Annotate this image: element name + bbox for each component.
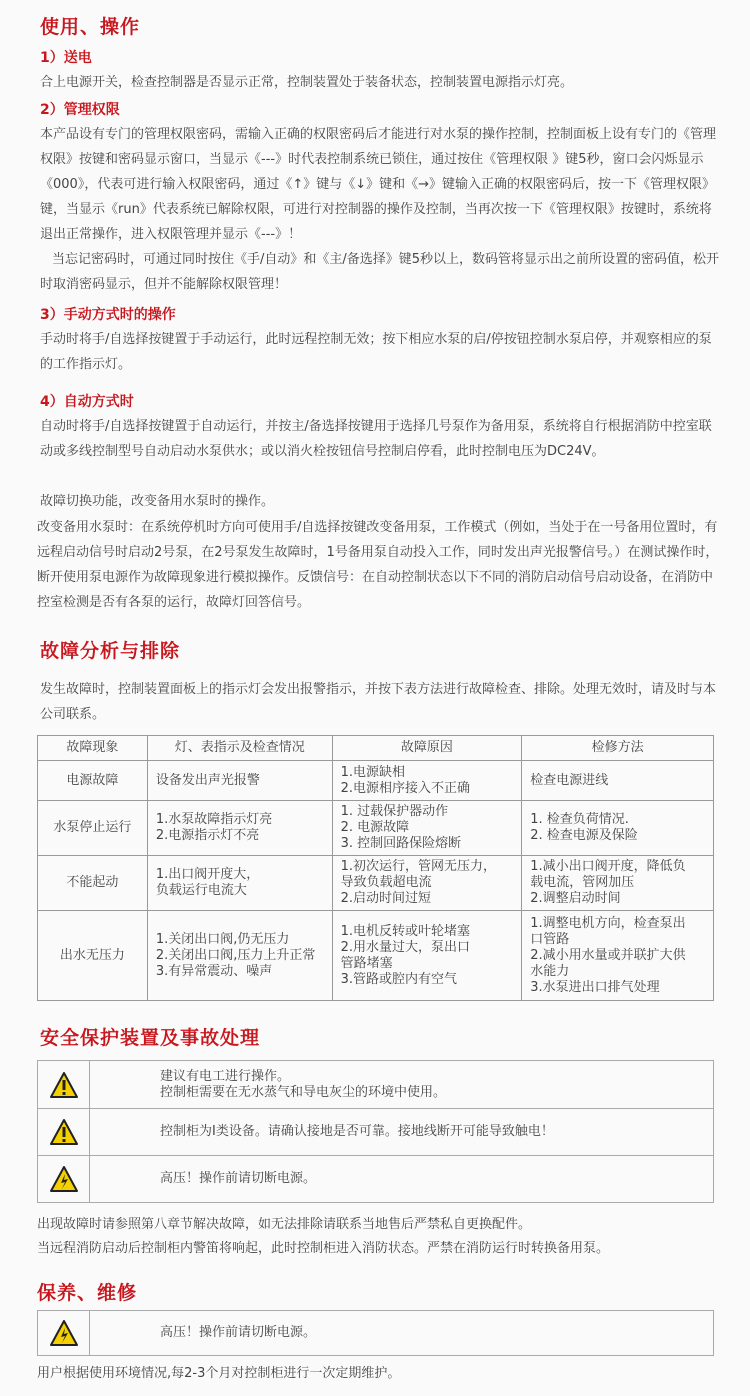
cause-cell xyxy=(332,801,522,856)
warning-icon xyxy=(38,1061,90,1109)
warning-line: 建议有电工进行操作。 xyxy=(160,1068,291,1084)
warning-line: 控制柜需要在无水蒸气和导电灰尘的环境中使用。 xyxy=(160,1084,447,1100)
table-row xyxy=(38,911,714,1001)
cell-line: 1. 检查负荷情况. xyxy=(530,812,629,827)
cell-line: 2.电源指示灯不亮 xyxy=(155,828,260,843)
cell-line: 1.电源缺相 xyxy=(340,764,405,780)
table-row xyxy=(38,761,714,801)
warning-text: 高压！操作前请切断电源。 xyxy=(90,1311,714,1356)
cell-line: 2.电源相序接入不正确 xyxy=(340,780,470,796)
cell-line: 2.用水量过大，泵出口 xyxy=(340,939,470,955)
symptom-cell: 电源故障 xyxy=(38,761,148,801)
fault-table xyxy=(37,735,714,1001)
paragraph-auto: 自动时将手/自选择按键置于自动运行，并按主/备选择按键用于选择几号泵作为备用泵，系统将自行根据消防中控室联动或多线控制型号自动启动水泵供水；或以消火栓按钮信号控制启停看，此时控制电压为DC24V。 xyxy=(40,419,712,459)
fix-cell xyxy=(522,801,714,856)
indication-cell xyxy=(147,911,332,1001)
warning-text xyxy=(90,1109,714,1156)
subheading-permission: 2）管理权限 xyxy=(40,102,120,118)
high-voltage-icon xyxy=(38,1156,90,1203)
cell-line: 1.电机反转或叶轮堵塞 xyxy=(340,923,470,939)
cell-line: 1.水泵故障指示灯亮 xyxy=(155,812,273,827)
subheading-manual: 3）手动方式时的操作 xyxy=(40,307,176,323)
warning-text xyxy=(90,1156,714,1203)
warning-row xyxy=(38,1311,714,1356)
section-title-usage: 使用、操作 xyxy=(40,16,141,38)
maintenance-note: 用户根据使用环境情况,每2-3个月对控制柜进行一次定期维护。 xyxy=(37,1366,401,1381)
paragraph-power: 合上电源开关，检查控制器是否显示正常，控制装置处于装备状态，控制装置电源指示灯亮。 xyxy=(40,75,574,90)
cell-line: 1.减小出口阀开度，降低负 xyxy=(530,859,686,874)
paragraph-manual: 手动时将手/自选择按键置于手动运行，此时远程控制无效；按下相应水泵的启/停按钮控制水泵启停，并观察相应的泵的工作指示灯。 xyxy=(40,332,712,372)
cell-line: 1.初次运行，管网无压力， xyxy=(340,859,496,874)
cell-line: 水能力 xyxy=(530,963,570,979)
warning-row xyxy=(38,1109,714,1156)
fix-cell xyxy=(522,856,714,911)
cause-cell xyxy=(332,761,522,801)
cell-line: 3.有异常震动、噪声 xyxy=(155,963,273,979)
cell-line: 3.管路或腔内有空气 xyxy=(340,971,457,987)
warning-line: 高压！操作前请切断电源。 xyxy=(160,1171,317,1186)
paragraph-forgot-password: 当忘记密码时，可通过同时按住《手/自动》和《主/备选择》键5秒以上，数码管将显示出之前所设置的密码值，松开时取消密码显示，但并不能解除权限管理！ xyxy=(40,252,720,292)
symptom-cell: 水泵停止运行 xyxy=(38,801,148,856)
fix-cell xyxy=(522,911,714,1001)
warning-row xyxy=(38,1061,714,1109)
section-title-troubleshooting: 故障分析与排除 xyxy=(40,640,181,662)
warning-row xyxy=(38,1156,714,1203)
cause-cell xyxy=(332,911,522,1001)
table-row xyxy=(38,856,714,911)
header-cell: 故障现象 xyxy=(38,736,148,761)
cell-line: 1.调整电机方向，检查泵出 xyxy=(530,915,686,931)
cell-line: 设备发出声光报警 xyxy=(155,772,260,788)
safety-note-2: 当远程消防启动后控制柜内警笛将响起，此时控制柜进入消防状态。严禁在消防运行时转换备用泵。 xyxy=(37,1241,610,1256)
table-header-row xyxy=(38,736,714,761)
subheading-power: 1）送电 xyxy=(40,50,92,66)
cell-line: 2.调整启动时间 xyxy=(530,891,621,906)
cell-line: 口管路 xyxy=(530,931,570,947)
cell-line: 3.水泵进出口排气处理 xyxy=(530,979,660,995)
cell-line: 检查电源进线 xyxy=(530,772,609,788)
paragraph-troubleshooting-intro: 发生故障时，控制装置面板上的指示灯会发出报警指示，并按下表方法进行故障检查、排除。处理无效时，请及时与本公司联系。 xyxy=(40,682,717,722)
header-cell: 故障原因 xyxy=(332,736,522,761)
maintenance-warning-table xyxy=(37,1310,714,1356)
symptom-cell: 出水无压力 xyxy=(38,911,148,1001)
warning-line: 控制柜为I类设备。请确认接地是否可靠。接地线断开可能导致触电！ xyxy=(160,1124,554,1139)
section-title-safety: 安全保护装置及事故处理 xyxy=(40,1027,261,1049)
header-cell: 检修方法 xyxy=(522,736,714,761)
cell-line: 2. 检查电源及保险 xyxy=(530,828,638,843)
cause-cell xyxy=(332,856,522,911)
high-voltage-icon xyxy=(38,1311,90,1356)
cell-line: 2.启动时间过短 xyxy=(340,891,431,906)
table-row xyxy=(38,801,714,856)
indication-cell xyxy=(147,761,332,801)
cell-line: 2. 电源故障 xyxy=(340,820,410,835)
fix-cell xyxy=(522,761,714,801)
safety-warning-table xyxy=(37,1060,714,1203)
symptom-cell: 不能起动 xyxy=(38,856,148,911)
header-cell: 灯、表指示及检查情况 xyxy=(147,736,332,761)
warning-text xyxy=(90,1061,714,1109)
warning-icon xyxy=(38,1109,90,1156)
cell-line: 载电流，管网加压 xyxy=(530,875,635,890)
indication-cell xyxy=(147,801,332,856)
cell-line: 2.减小用水量或并联扩大供 xyxy=(530,947,686,963)
cell-line: 1.出口阀开度大， xyxy=(155,867,260,882)
paragraph-permission: 本产品设有专门的管理权限密码，需输入正确的权限密码后才能进行对水泵的操作控制，控制面板上设有专门的《管理权限》按键和密码显示窗口，当显示《---》时代表控制系统已锁住，通过按住《管理权限 》键5秒，窗口会闪烁显示《000》，代表可进行输入权限密码，通过《↑》键与《↓》键和《→》键输入正确的权限密码后，按一下《管理权限》键，当显示《run》代表系统已解除权限，可进行对控制器的操作及控制，当再次按一下《管理权限》按键时，系统将退出正常操作，进入权限管理并显示《---》！ xyxy=(40,127,717,242)
cell-line: 2.关闭出口阀,压力上升正常 xyxy=(155,947,316,963)
section-title-maintenance: 保养、维修 xyxy=(37,1282,138,1304)
cell-line: 1.关闭出口阀,仍无压力 xyxy=(155,931,290,947)
cell-line: 3. 控制回路保险熔断 xyxy=(340,836,462,851)
safety-note-1: 出现故障时请参照第八章节解决故障，如无法排除请联系当地售后严禁私自更换配件。 xyxy=(37,1217,532,1232)
cell-line: 管路堵塞 xyxy=(340,955,393,971)
paragraph-failover: 故障切换功能，改变备用水泵时的操作。 xyxy=(40,494,275,509)
cell-line: 导致负载超电流 xyxy=(340,875,432,890)
cell-line: 1. 过载保护器动作 xyxy=(340,804,449,819)
subheading-auto: 4）自动方式时 xyxy=(40,394,134,410)
indication-cell xyxy=(147,856,332,911)
cell-line: 负载运行电流大 xyxy=(155,883,247,898)
paragraph-change-backup: 改变备用水泵时：在系统停机时方向可使用手/自选择按键改变备用泵，工作模式（例如，当处于在一号备用位置时，有远程启动信号时启动2号泵，在2号泵发生故障时，1号备用泵自动投入工作，同时发出声光报警信号。）在测试操作时，断开使用泵电源作为故障现象进行模拟操作。反馈信号：在自动控制状态以下不同的消防启动信号启动设备，在消防中控室检测是否有各泵的运行，故障灯回答信号。 xyxy=(37,520,719,610)
